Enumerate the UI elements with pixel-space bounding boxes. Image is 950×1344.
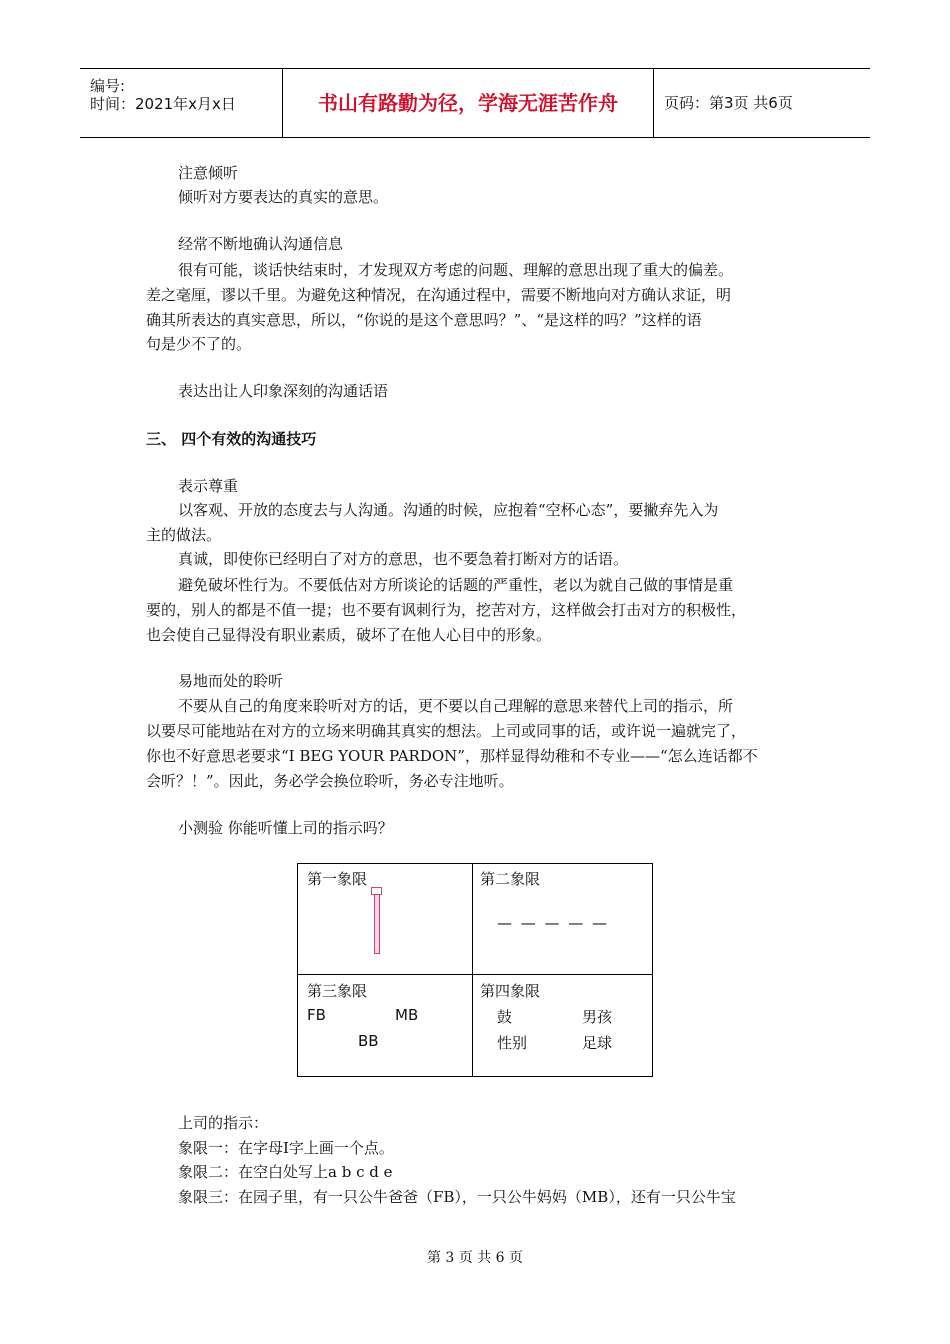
instructions-title: 上司的指示： [178, 1114, 269, 1132]
quadrant-4-word: 男孩 [582, 1008, 613, 1026]
quadrant-3-mb: MB [395, 1006, 419, 1024]
paragraph-line: 差之毫厘，谬以千里。为避免这种情况，在沟通过程中，需要不断地向对方确认求证，明 [146, 286, 732, 304]
quadrant-4-word: 性别 [497, 1034, 528, 1052]
letter-i-stem-icon [374, 894, 380, 954]
time-label: 时间：2021年x月x日 [90, 95, 236, 113]
paragraph-line: 你也不好意思老要求“I BEG YOUR PARDON”，那样显得幼稚和不专业——“怎么连话都不 [146, 747, 758, 765]
paragraph-line: 会听？！”。因此，务必学会换位聆听，务必专注地听。 [146, 772, 514, 790]
header-meta [80, 69, 283, 137]
heading-listen: 注意倾听 [178, 164, 239, 182]
header-motto: 书山有路勤为径，学海无涯苦作舟 [283, 69, 654, 137]
paragraph-line: 要的，别人的都是不值一提；也不要有讽刺行为，挖苦对方，这样做会打击对方的积极性， [146, 601, 747, 619]
paragraph-line: 以客观、开放的态度去与人沟通。沟通的时候，应抱着“空杯心态”，要撇弃先入为 [178, 501, 719, 519]
quiz-title: 小测验 你能听懂上司的指示吗？ [178, 819, 393, 837]
paragraph-line: 确其所表达的真实意思，所以，“你说的是这个意思吗？”、“是这样的吗？”这样的语 [146, 311, 702, 329]
quadrant-2-label: 第二象限 [480, 870, 541, 888]
quadrant-2-blanks: — — — — — [497, 914, 610, 932]
page-header [80, 68, 870, 138]
divider [472, 864, 473, 1076]
quadrant-diagram [297, 863, 653, 1077]
quadrant-1-label: 第一象限 [307, 870, 368, 888]
paragraph-line: 很有可能，谈话快结束时，才发现双方考虑的问题、理解的意思出现了重大的偏差。 [178, 261, 734, 279]
paragraph-line: 句是少不了的。 [146, 335, 252, 353]
paragraph-line: 以要尽可能地站在对方的立场来明确其真实的想法。上司或同事的话，或许说一遍就完了， [146, 722, 747, 740]
quadrant-4-label: 第四象限 [480, 982, 541, 1000]
heading-confirm: 经常不断地确认沟通信息 [178, 235, 344, 253]
quadrant-4-word: 足球 [582, 1034, 613, 1052]
heading-empathy: 易地而处的聆听 [178, 672, 284, 690]
paragraph-line: 避免破坏性行为。不要低估对方所谈论的话题的严重性，老以为就自己做的事情是重 [178, 576, 734, 594]
header-page-info: 页码：第3页 共6页 [664, 94, 793, 112]
quadrant-3-label: 第三象限 [307, 982, 368, 1000]
divider [298, 974, 652, 975]
heading-impressive: 表达出让人印象深刻的沟通话语 [178, 382, 389, 400]
paragraph-line: 主的做法。 [146, 526, 222, 544]
quadrant-3-fb: FB [307, 1006, 326, 1024]
quadrant-3-bb: BB [358, 1032, 379, 1050]
paragraph-text: 倾听对方要表达的真实的意思。 [178, 188, 389, 206]
instruction-item: 象限三：在园子里，有一只公牛爸爸（FB），一只公牛妈妈（MB），还有一只公牛宝 [178, 1188, 736, 1206]
paragraph-line: 不要从自己的角度来聆听对方的话，更不要以自己理解的意思来替代上司的指示，所 [178, 697, 734, 715]
instruction-item: 象限二：在空白处写上a b c d e [178, 1163, 393, 1181]
page-footer: 第 3 页 共 6 页 [426, 1250, 524, 1266]
heading-respect: 表示尊重 [178, 477, 239, 495]
paragraph-line: 真诚，即使你已经明白了对方的意思，也不要急着打断对方的话语。 [178, 550, 629, 568]
paragraph-line: 也会使自己显得没有职业素质，破坏了在他人心目中的形象。 [146, 626, 552, 644]
section-heading: 三、 四个有效的沟通技巧 [146, 430, 317, 448]
quadrant-4-word: 鼓 [497, 1008, 513, 1026]
instruction-item: 象限一：在字母I字上画一个点。 [178, 1139, 394, 1157]
number-label: 编号: [90, 77, 126, 95]
